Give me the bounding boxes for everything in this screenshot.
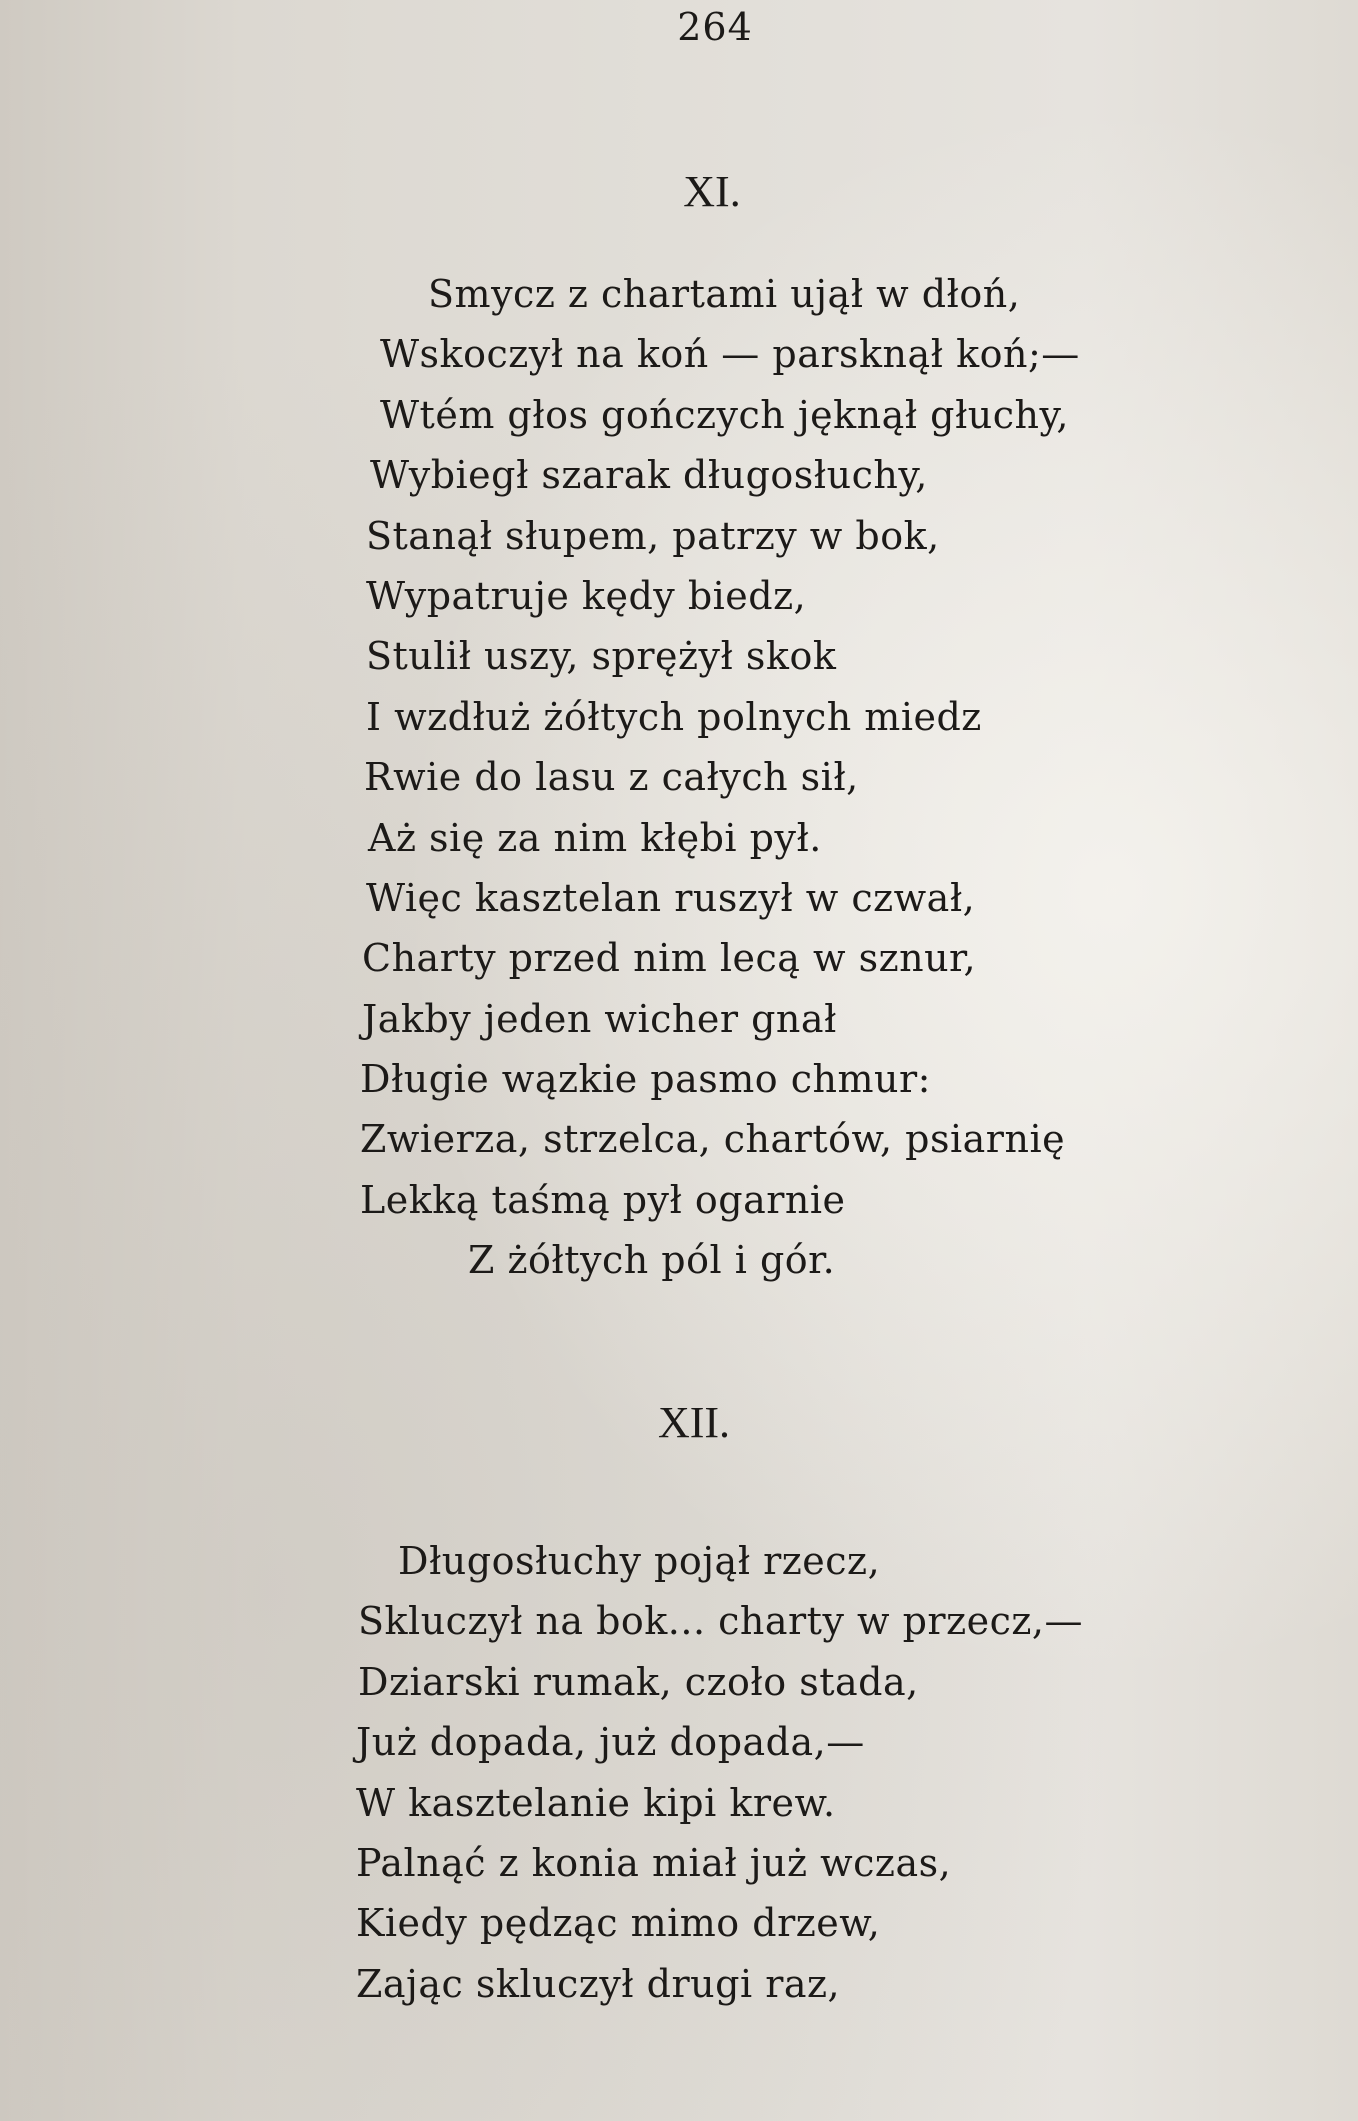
section-heading-xi: XI. [683, 167, 741, 216]
section-heading-xii: XII. [657, 1398, 731, 1447]
stanza-xi [360, 264, 1080, 1291]
verse-line: Charty przed nim lecą w sznur, [362, 936, 977, 981]
verse-line: Wtém głos gończych jęknął głuchy, [380, 392, 1070, 437]
verse-line: Aż się za nim kłębi pył. [368, 815, 822, 860]
verse-line: Z żółtych pól i gór. [468, 1238, 836, 1283]
verse-line: Stanął słupem, patrzy w bok, [366, 513, 940, 558]
verse-line: Zając skluczył drugi raz, [356, 1961, 841, 2006]
verse-line: Zwierza, strzelca, chartów, psiarnię [360, 1117, 1066, 1162]
verse-line: Jakby jeden wicher gnał [362, 996, 837, 1041]
verse-line: Palnąć z konia miał już wczas, [356, 1840, 952, 1885]
verse-line: Długie wązkie pasmo chmur: [360, 1057, 931, 1102]
verse-line: Lekką taśmą pył ogarnie [360, 1177, 846, 1222]
verse-line: Kiedy pędząc mimo drzew, [356, 1901, 881, 1946]
verse-line: Dziarski rumak, czoło stada, [358, 1659, 919, 1704]
stanza-xii [346, 1531, 1083, 2014]
verse-line: Długosłuchy pojął rzecz, [398, 1539, 881, 1583]
verse-line: Wypatruje kędy biedz, [366, 573, 807, 618]
verse-line: I wzdłuż żółtych polnych miedz [366, 694, 982, 739]
verse-line: Wskoczył na koń — parsknął koń;— [380, 332, 1080, 377]
verse-line: Już dopada, już dopada,— [356, 1720, 865, 1765]
verse-line: Wybiegł szarak długosłuchy, [370, 453, 928, 498]
verse-line: Więc kasztelan ruszył w czwał, [366, 875, 976, 920]
page-number: 264 [677, 5, 753, 49]
verse-line: Rwie do lasu z całych sił, [364, 755, 859, 800]
verse-line: Skluczył na bok... charty w przecz,— [358, 1599, 1083, 1644]
verse-line: W kasztelanie kipi krew. [356, 1780, 836, 1825]
verse-line: Stulił uszy, sprężył skok [366, 634, 837, 679]
verse-line: Smycz z chartami ujął w dłoń, [428, 272, 1021, 316]
